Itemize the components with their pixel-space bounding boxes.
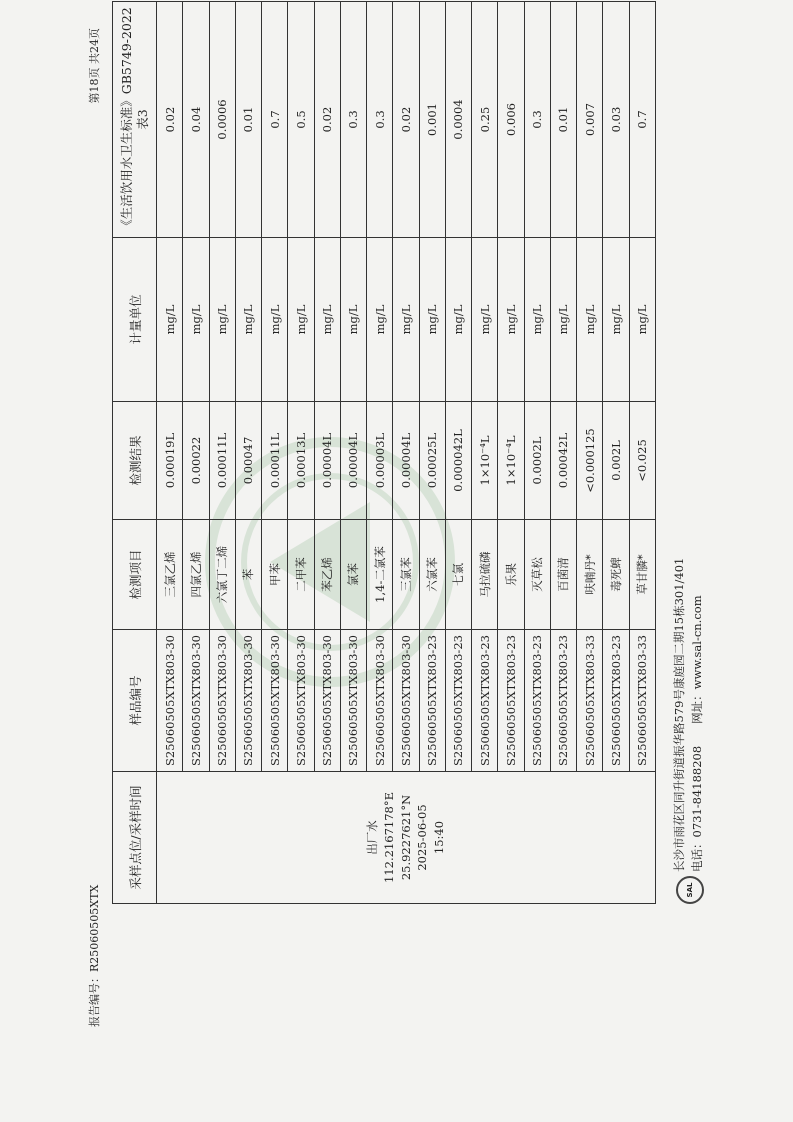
cell-limit: 0.3	[340, 2, 366, 238]
cell-item: 毒死蜱	[603, 520, 629, 630]
table-row	[393, 2, 419, 904]
cell-unit: mg/L	[262, 238, 288, 402]
cell-item: 草甘膦*	[629, 520, 656, 630]
cell-unit: mg/L	[340, 238, 366, 402]
table-row	[262, 2, 288, 904]
cell-unit: mg/L	[498, 238, 524, 402]
cell-sample: S25060505XTX803-23	[603, 630, 629, 772]
cell-limit: 0.25	[472, 2, 498, 238]
cell-sample: S25060505XTX803-33	[629, 630, 656, 772]
cell-result: <0.025	[629, 402, 656, 520]
site-lat: 25.9227621°N	[398, 794, 413, 881]
cell-unit: mg/L	[235, 238, 261, 402]
cell-item: 马拉硫磷	[472, 520, 498, 630]
cell-unit: mg/L	[183, 238, 209, 402]
cell-limit: 0.04	[183, 2, 209, 238]
cell-item: 六氯苯	[419, 520, 445, 630]
cell-result: 0.00019L	[157, 402, 183, 520]
cell-unit: mg/L	[577, 238, 603, 402]
cell-item: 呋喃丹*	[577, 520, 603, 630]
cell-item: 乐果	[498, 520, 524, 630]
cell-sample: S25060505XTX803-23	[550, 630, 576, 772]
cell-unit: mg/L	[550, 238, 576, 402]
cell-limit: 0.001	[419, 2, 445, 238]
cell-result: 0.00004L	[393, 402, 419, 520]
table-row	[603, 2, 629, 904]
footer-website: 网址：www.sal-cn.com	[689, 595, 704, 724]
table-row	[577, 2, 603, 904]
table-row	[367, 2, 393, 904]
table-row	[419, 2, 445, 904]
footer-phone: 电话：0731-84188208	[689, 745, 704, 872]
table-row	[183, 2, 209, 904]
cell-item: 苯	[235, 520, 261, 630]
cell-result: 0.00011L	[262, 402, 288, 520]
cell-sample: S25060505XTX803-30	[367, 630, 393, 772]
cell-sample: S25060505XTX803-23	[419, 630, 445, 772]
cell-result: 0.00003L	[367, 402, 393, 520]
cell-item: 四氯乙烯	[183, 520, 209, 630]
site-name: 出厂水	[365, 820, 380, 855]
cell-result: 0.00011L	[209, 402, 235, 520]
cell-limit: 0.007	[577, 2, 603, 238]
table-row	[445, 2, 471, 904]
table-row	[314, 2, 340, 904]
table-row	[157, 2, 183, 904]
col-header-site: 采样点位/采样时间	[113, 772, 157, 904]
cell-sample: S25060505XTX803-33	[577, 630, 603, 772]
table-row	[288, 2, 314, 904]
cell-unit: mg/L	[524, 238, 550, 402]
cell-limit: 0.7	[262, 2, 288, 238]
cell-item: 三氯乙烯	[157, 520, 183, 630]
cell-sample: S25060505XTX803-30	[288, 630, 314, 772]
cell-unit: mg/L	[393, 238, 419, 402]
cell-unit: mg/L	[629, 238, 656, 402]
footer-contact	[689, 558, 707, 872]
report-number: 报告编号：R25060505XTX	[88, 884, 101, 1027]
col-header-unit: 计量单位	[113, 238, 157, 402]
cell-result: 0.00013L	[288, 402, 314, 520]
cell-item: 灭草松	[524, 520, 550, 630]
cell-result: 0.00042L	[550, 402, 576, 520]
cell-unit: mg/L	[472, 238, 498, 402]
cell-item: 苯乙烯	[314, 520, 340, 630]
cell-limit: 0.006	[498, 2, 524, 238]
cell-item: 1,4-二氯苯	[367, 520, 393, 630]
cell-limit: 0.3	[367, 2, 393, 238]
cell-item: 氯苯	[340, 520, 366, 630]
cell-result: 0.00004L	[314, 402, 340, 520]
cell-limit: 0.02	[314, 2, 340, 238]
sampling-site-cell	[157, 772, 656, 904]
cell-limit: 0.0006	[209, 2, 235, 238]
cell-result: <0.000125	[577, 402, 603, 520]
cell-sample: S25060505XTX803-30	[393, 630, 419, 772]
table-row	[629, 2, 656, 904]
cell-result: 1×10⁻⁴L	[472, 402, 498, 520]
cell-unit: mg/L	[603, 238, 629, 402]
cell-item: 二甲苯	[288, 520, 314, 630]
cell-unit: mg/L	[419, 238, 445, 402]
cell-limit: 0.02	[393, 2, 419, 238]
col-header-sample: 样品编号	[113, 630, 157, 772]
results-table	[112, 1, 656, 904]
footer	[671, 558, 707, 872]
cell-unit: mg/L	[157, 238, 183, 402]
cell-sample: S25060505XTX803-30	[183, 630, 209, 772]
cell-result: 0.00047	[235, 402, 261, 520]
table-row	[524, 2, 550, 904]
cell-result: 0.00025L	[419, 402, 445, 520]
page-number: 第18页 共24页	[88, 28, 101, 104]
cell-sample: S25060505XTX803-23	[498, 630, 524, 772]
site-lon: 112.2167178°E	[381, 792, 396, 883]
table-row	[235, 2, 261, 904]
table-row	[472, 2, 498, 904]
cell-result: 0.00022	[183, 402, 209, 520]
site-time: 15:40	[432, 820, 446, 855]
cell-limit: 0.03	[603, 2, 629, 238]
cell-limit: 0.02	[157, 2, 183, 238]
cell-result: 0.00004L	[340, 402, 366, 520]
col-header-item: 检测项目	[113, 520, 157, 630]
cell-limit: 0.01	[550, 2, 576, 238]
col-header-standard: 《生活饮用水卫生标准》GB5749-2022 表3	[113, 2, 157, 238]
cell-item: 百菌清	[550, 520, 576, 630]
cell-item: 七氯	[445, 520, 471, 630]
cell-result: 0.0002L	[524, 402, 550, 520]
cell-unit: mg/L	[314, 238, 340, 402]
col-header-result: 检测结果	[113, 402, 157, 520]
cell-result: 1×10⁻⁴L	[498, 402, 524, 520]
cell-item: 甲苯	[262, 520, 288, 630]
cell-unit: mg/L	[367, 238, 393, 402]
table-row	[340, 2, 366, 904]
cell-unit: mg/L	[209, 238, 235, 402]
site-date: 2025-06-05	[415, 804, 430, 871]
cell-sample: S25060505XTX803-30	[262, 630, 288, 772]
table-row	[209, 2, 235, 904]
cell-item: 六氯丁二烯	[209, 520, 235, 630]
cell-sample: S25060505XTX803-30	[209, 630, 235, 772]
cell-item: 三氯苯	[393, 520, 419, 630]
cell-sample: S25060505XTX803-23	[472, 630, 498, 772]
cell-sample: S25060505XTX803-30	[314, 630, 340, 772]
table-row	[498, 2, 524, 904]
table-row	[550, 2, 576, 904]
cell-sample: S25060505XTX803-23	[524, 630, 550, 772]
footer-address: 长沙市雨花区同升街道振华路579号康庭园二期15栋301/401	[672, 557, 686, 872]
cell-result: 0.002L	[603, 402, 629, 520]
cell-sample: S25060505XTX803-30	[340, 630, 366, 772]
cell-unit: mg/L	[445, 238, 471, 402]
cell-limit: 0.01	[235, 2, 261, 238]
cell-limit: 0.3	[524, 2, 550, 238]
sal-logo: SAL	[676, 876, 704, 904]
cell-unit: mg/L	[288, 238, 314, 402]
table-header-row	[113, 2, 157, 904]
cell-limit: 0.5	[288, 2, 314, 238]
cell-sample: S25060505XTX803-30	[235, 630, 261, 772]
cell-limit: 0.7	[629, 2, 656, 238]
cell-sample: S25060505XTX803-23	[445, 630, 471, 772]
cell-sample: S25060505XTX803-30	[157, 630, 183, 772]
cell-result: 0.000042L	[445, 402, 471, 520]
cell-limit: 0.0004	[445, 2, 471, 238]
